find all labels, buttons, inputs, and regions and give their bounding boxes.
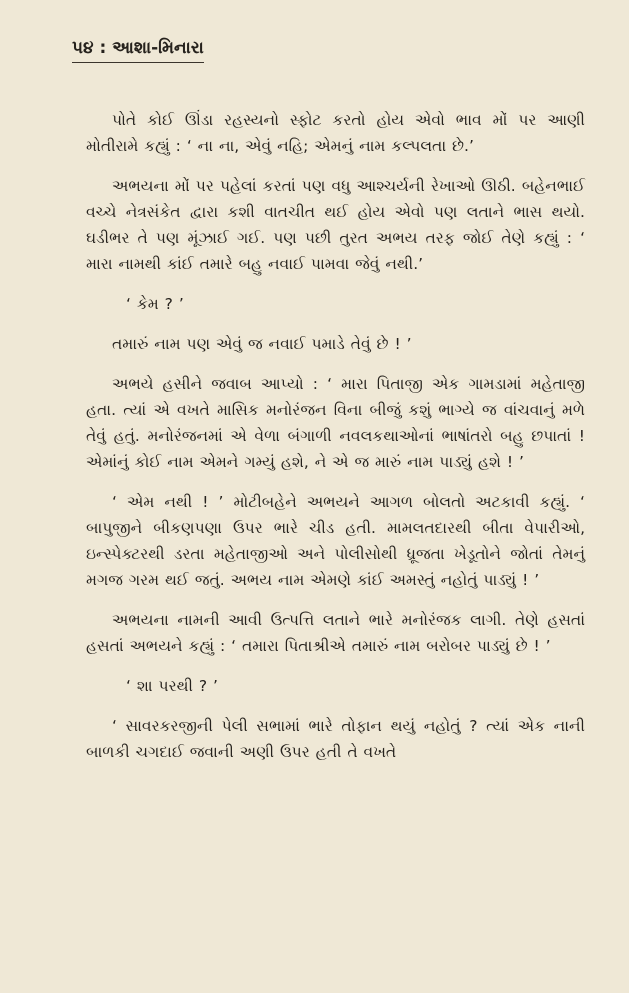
- paragraph-4: તમારું નામ પણ એવું જ નવાઈ પમાડે તેવું છે ! ’: [112, 335, 412, 353]
- paragraph-2: અભયના મોં પર પહેલાં કરતાં પણ વધુ આશ્ચર્યની રેખાઓ ઊઠી. બહેનભાઈ વચ્ચે નેત્રસંકેત દ્વારા કશી વાતચીત થઈ હોય એવો પણ લતાને ભાસ થયો. ઘડીભર તે પણ મૂંઝાઈ ગઈ. પણ પછી તુરત અભય તરફ જોઈ તેણે કહ્યું : ‘ મારા નામથી કાંઈ તમારે બહુ નવાઈ પામવા જેવું નથી.’: [86, 177, 585, 273]
- page-header: [72, 38, 272, 63]
- paragraph-9: ‘ સાવરકરજીની પેલી સભામાં ભારે તોફાન થયું નહોતું ? ત્યાં એક નાની બાળકી ચગદાઈ જવાની અણી ઉપર હતી તે વખતે: [86, 717, 585, 761]
- paragraph-8: ‘ શા પરથી ? ’: [126, 677, 218, 695]
- paragraph-1: પોતે કોઈ ઊંડા રહસ્યનો સ્ફોટ કરતો હોય એવો ભાવ મોં પર આણી મોતીરામે કહ્યું : ‘ ના ના, એવું નહિ; એમનું નામ કલ્પલતા છે.’: [86, 111, 585, 155]
- paragraph-5: અભયે હસીને જવાબ આપ્યો : ‘ મારા પિતાજી એક ગામડામાં મહેતાજી હતા. ત્યાં એ વખતે માસિક મનોરંજન વિના બીજું કશું ભાગ્યે જ વાંચવાનું મળે તેવું હતું. મનોરંજનમાં એ વેળા બંગાળી નવલકથાઓનાં ભાષાંતરો બહુ છપાતાં ! એમાંનું કોઈ નામ એમને ગમ્યું હશે, ને એ જ મારું નામ પાડ્યું હશે ! ’: [86, 375, 585, 471]
- page-header-title: પ૪ : આશા-મિનારા: [72, 38, 204, 63]
- paragraph-6: ‘ એમ નથી ! ’ મોટીબહેને અભયને આગળ બોલતો અટકાવી કહ્યું. ‘ બાપુજીને બીકણપણા ઉપર ભારે ચીડ હતી. મામલતદારથી બીતા વેપારીઓ, ઇન્સ્પેક્ટરથી ડરતા મહેતાજીઓ અને પોલીસોથી ધ્રૂજતા ખેડૂતોને જોતાં તેમનું મગજ ગરમ થઈ જતું. અભય નામ એમણે કાંઈ અમસ્તું નહોતું પાડ્યું ! ’: [86, 493, 585, 589]
- paragraph-3: ‘ કેમ ? ’: [126, 295, 184, 313]
- paragraph-7: અભયના નામની આવી ઉત્પત્તિ લતાને ભારે મનોરંજક લાગી. તેણે હસતાં હસતાં અભયને કહ્યું : ‘ તમારા પિતાશ્રીએ તમારું નામ બરોબર પાડ્યું છે ! ’: [86, 611, 585, 655]
